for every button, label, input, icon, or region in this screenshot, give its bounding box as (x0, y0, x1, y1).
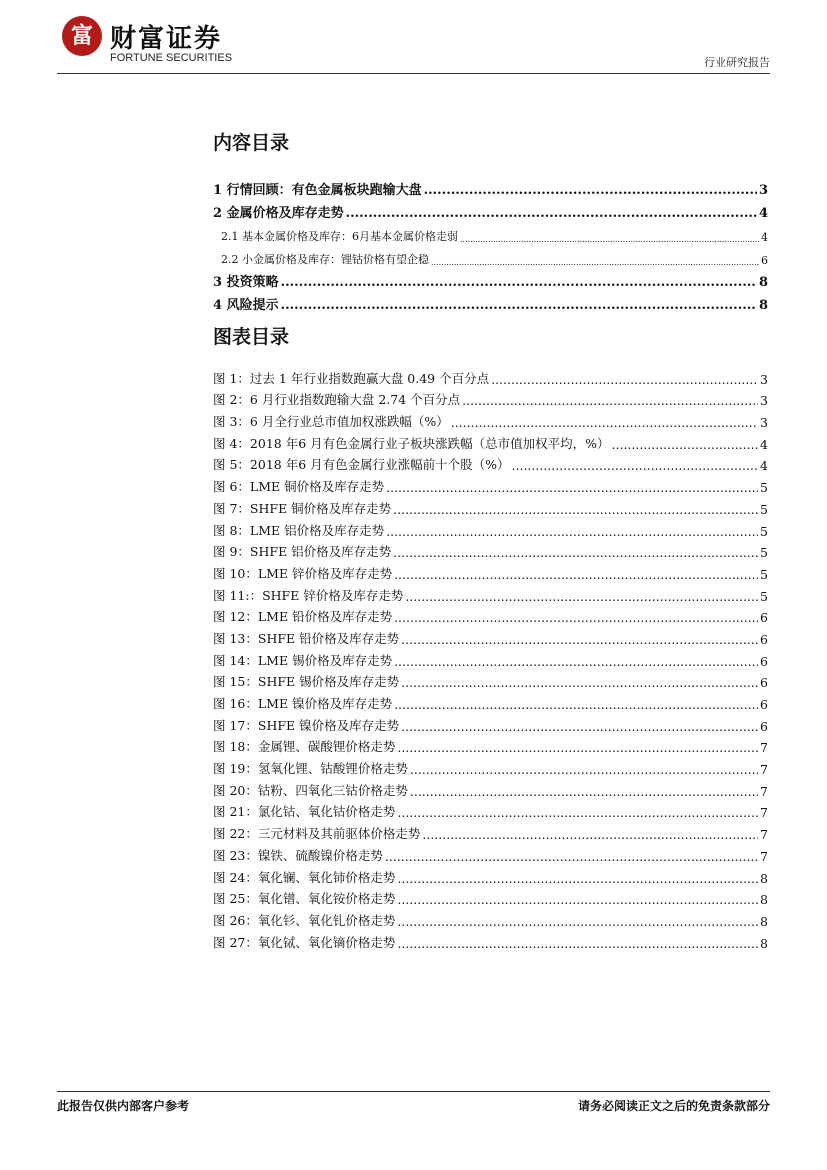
dot-leader (401, 678, 758, 691)
dot-leader (394, 569, 758, 582)
toc-entry-label: 3 投资策略 (213, 275, 279, 290)
figure-entry-page: 7 (760, 805, 768, 821)
figure-entry-page: 8 (760, 870, 768, 886)
figure-entry-page: 7 (760, 762, 768, 778)
figure-entry[interactable] (213, 452, 768, 474)
figure-entry-page: 5 (760, 588, 768, 604)
figure-entry-page: 6 (760, 631, 768, 647)
figure-entry[interactable] (213, 560, 768, 582)
footer-divider (57, 1091, 770, 1092)
figure-entry-label: 图 1：过去 1 年行业指数跑赢大盘 0.49 个百分点 (213, 370, 490, 386)
dot-leader (346, 208, 757, 221)
figure-entry-page: 6 (760, 675, 768, 691)
figure-entry-page: 7 (760, 783, 768, 799)
figure-entry-label: 图 6：LME 铜价格及库存走势 (213, 479, 385, 495)
figure-toc-title: 图表目录 (213, 326, 290, 348)
figure-entry-page: 5 (760, 545, 768, 561)
figure-entry[interactable] (213, 387, 768, 409)
figure-entry-page: 8 (760, 913, 768, 929)
dot-leader (422, 830, 758, 843)
figure-entry-page: 6 (760, 697, 768, 712)
figure-entry-label: 图 18：金属锂、碳酸锂价格走势 (213, 739, 396, 755)
toc-entry-page: 8 (758, 298, 768, 313)
dot-leader (397, 938, 758, 951)
figure-entry[interactable] (213, 582, 768, 604)
figure-entry-label: 图 2：6 月行业指数跑输大盘 2.74 个百分点 (213, 392, 461, 408)
dot-leader (462, 396, 758, 409)
dot-leader (397, 916, 758, 929)
toc-entry-page: 4 (758, 206, 768, 221)
dot-leader (386, 483, 758, 496)
figure-entry[interactable] (213, 690, 768, 712)
figure-entry[interactable] (213, 430, 768, 452)
figure-entry-page: 3 (760, 415, 768, 431)
figure-entry[interactable] (213, 517, 768, 539)
toc-entry-label: 2 金属价格及库存走势 (213, 206, 344, 221)
toc-entry-page: 4 (761, 231, 768, 244)
dot-leader (397, 743, 758, 756)
dot-leader (281, 300, 757, 313)
figure-entry[interactable] (213, 842, 768, 864)
figure-entry[interactable] (213, 647, 768, 669)
dot-leader (394, 656, 758, 669)
figure-entry-label: 图 3：6 月全行业总市值加权涨跌幅（%） (213, 414, 449, 430)
toc-entry-page: 3 (758, 183, 768, 198)
dot-leader (393, 548, 758, 561)
figure-entry[interactable] (213, 734, 768, 756)
figure-entry-page: 7 (760, 848, 768, 864)
figure-entry-label: 图 21：氯化钴、氧化钴价格走势 (213, 804, 396, 820)
dot-leader (397, 873, 758, 886)
figure-entry[interactable] (213, 495, 768, 517)
figure-entry-label: 图 13：SHFE 铅价格及库存走势 (213, 630, 400, 646)
fortune-logo-icon: 富 (62, 16, 102, 56)
dot-leader (460, 233, 759, 244)
figure-entry[interactable] (213, 408, 768, 430)
figure-entry[interactable] (213, 820, 768, 842)
figure-entry-label: 图 7：SHFE 铜价格及库存走势 (213, 500, 392, 516)
figure-entry-page: 4 (760, 458, 768, 474)
figure-entry-page: 6 (760, 610, 768, 626)
figure-entry[interactable] (213, 625, 768, 647)
figure-entry[interactable] (213, 929, 768, 951)
figure-entry-label: 图 22：三元材料及其前驱体价格走势 (213, 826, 421, 842)
dot-leader (393, 504, 758, 517)
toc-entry[interactable] (213, 244, 768, 267)
figure-entry[interactable] (213, 886, 768, 908)
figure-entry-label: 图 27：氧化铽、氧化镝价格走势 (213, 934, 396, 950)
toc-entry[interactable] (213, 267, 768, 290)
figure-entry[interactable] (213, 777, 768, 799)
figure-entry-page: 3 (760, 393, 768, 409)
figure-entry-page: 5 (760, 501, 768, 517)
figure-toc (213, 328, 768, 951)
toc-entry[interactable] (213, 221, 768, 244)
dot-leader (431, 256, 759, 267)
figure-entry-label: 图 11:：SHFE 锌价格及库存走势 (213, 587, 404, 603)
page-header (0, 0, 827, 80)
figure-entry-page: 3 (760, 371, 768, 387)
dot-leader (410, 765, 758, 778)
dot-leader (401, 721, 758, 734)
dot-leader (394, 613, 758, 626)
dot-leader (451, 418, 758, 431)
toc-entry-page: 6 (761, 254, 768, 267)
figure-entry[interactable] (213, 365, 768, 387)
dot-leader (397, 808, 758, 821)
figure-entry[interactable] (213, 669, 768, 691)
toc-entry-label: 1 行情回顾：有色金属板块跑输大盘 (213, 183, 422, 198)
dot-leader (405, 591, 758, 604)
figure-entry-label: 图 25：氧化镨、氧化铵价格走势 (213, 891, 396, 907)
figure-entry-label: 图 20：钴粉、四氧化三钴价格走势 (213, 782, 408, 798)
content-toc-title: 内容目录 (213, 132, 290, 154)
dot-leader (386, 526, 758, 539)
figure-entry-label: 图 9：SHFE 铝价格及库存走势 (213, 544, 392, 560)
figure-entry[interactable] (213, 799, 768, 821)
figure-entry-label: 图 16：LME 镍价格及库存走势 (213, 696, 393, 711)
content-toc (213, 134, 768, 313)
dot-leader (491, 374, 758, 387)
figure-entry-page: 6 (760, 653, 768, 669)
figure-entry-page: 8 (760, 935, 768, 951)
header-divider (57, 73, 770, 74)
toc-entry-label: 4 风险提示 (213, 298, 279, 313)
dot-leader (397, 895, 758, 908)
dot-leader (612, 439, 759, 452)
figure-entry-page: 5 (760, 566, 768, 582)
figure-entry[interactable] (213, 473, 768, 495)
figure-entry[interactable] (213, 604, 768, 626)
figure-entry-label: 图 12：LME 铅价格及库存走势 (213, 609, 393, 625)
figure-entry[interactable] (213, 864, 768, 886)
dot-leader (281, 277, 757, 290)
figure-entry[interactable] (213, 755, 768, 777)
dot-leader (410, 786, 758, 799)
logo-chinese-name: 财富证券 (110, 24, 223, 54)
toc-entry[interactable] (213, 290, 768, 313)
logo-english-name: FORTUNE SECURITIES (110, 52, 233, 64)
figure-entry-label: 图 19：氢氧化锂、钴酸锂价格走势 (213, 761, 408, 777)
toc-entry-label: 2.1 基本金属价格及库存：6月基本金属价格走弱 (221, 230, 458, 243)
figure-entry[interactable] (213, 712, 768, 734)
toc-entry-label: 2.2 小金属价格及库存：锂钴价格有望企稳 (221, 253, 429, 266)
dot-leader (394, 700, 758, 713)
footer-disclaimer-left: 此报告仅供内部客户参考 (57, 1099, 190, 1113)
figure-entry-label: 图 23：镍铁、硫酸镍价格走势 (213, 847, 383, 863)
toc-entry-page: 8 (758, 275, 768, 290)
figure-entry-label: 图 8：LME 铝价格及库存走势 (213, 522, 385, 538)
figure-entry-page: 6 (760, 718, 768, 734)
figure-entry-page: 5 (760, 480, 768, 496)
figure-entry-label: 图 17：SHFE 镍价格及库存走势 (213, 717, 400, 733)
figure-entry-label: 图 4：2018 年6 月有色金属行业子板块涨跌幅（总市值加权平均，%） (213, 435, 610, 451)
dot-leader (424, 185, 757, 198)
figure-entry-page: 8 (760, 892, 768, 908)
figure-entry-label: 图 10：LME 锌价格及库存走势 (213, 565, 393, 581)
figure-toc-list (213, 365, 768, 951)
figure-entry-page: 7 (760, 827, 768, 843)
toc-entry[interactable] (213, 175, 768, 198)
report-type: 行业研究报告 (704, 56, 770, 69)
figure-entry[interactable] (213, 907, 768, 929)
figure-entry-label: 图 24：氧化镧、氧化铈价格走势 (213, 869, 396, 885)
figure-entry-label: 图 15：SHFE 锡价格及库存走势 (213, 674, 400, 690)
content-toc-list (213, 175, 768, 313)
toc-entry[interactable] (213, 198, 768, 221)
figure-entry-page: 5 (760, 523, 768, 539)
figure-entry[interactable] (213, 539, 768, 561)
dot-leader (401, 634, 758, 647)
figure-entry-label: 图 26：氧化钐、氧化钆价格走势 (213, 912, 396, 928)
footer-disclaimer-right: 请务必阅读正文之后的免责条款部分 (577, 1099, 770, 1113)
figure-entry-label: 图 14：LME 锡价格及库存走势 (213, 652, 393, 668)
figure-entry-label: 图 5：2018 年6 月有色金属行业涨幅前十个股（%） (213, 457, 510, 473)
dot-leader (385, 851, 758, 864)
figure-entry-page: 4 (760, 436, 768, 452)
figure-entry-page: 7 (760, 740, 768, 756)
dot-leader (512, 461, 759, 474)
